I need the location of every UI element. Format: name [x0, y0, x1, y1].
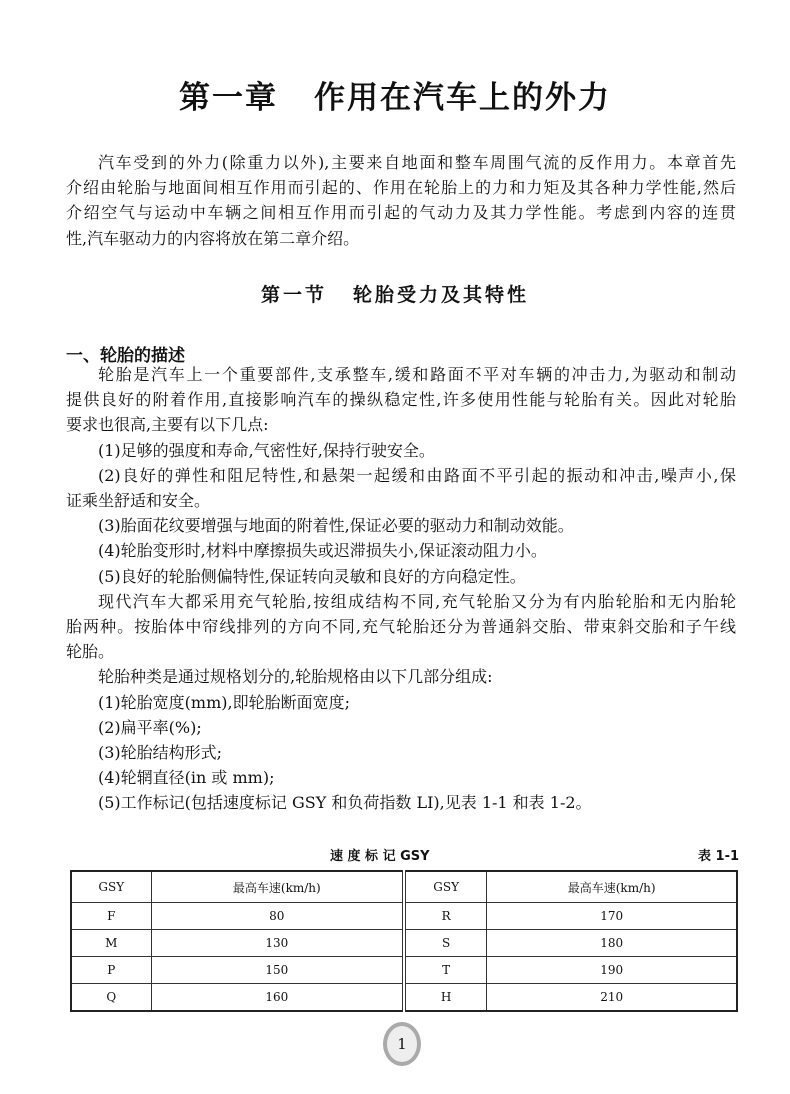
text-line: 要求也很高,主要有以下几点: — [66, 415, 269, 435]
text-line: 现代汽车大都采用充气轮胎,按组成结构不同,充气轮胎又分为有内胎轮胎和无内胎轮 — [98, 591, 736, 611]
table-row — [71, 957, 737, 984]
text-line: (5)良好的轮胎侧偏特性,保证转向灵敏和良好的方向稳定性。 — [98, 566, 526, 586]
table-cell: T — [404, 957, 487, 984]
table-cell: M — [71, 930, 151, 957]
text-line: 提供良好的附着作用,直接影响汽车的操纵稳定性,许多使用性能与轮胎有关。因此对轮胎 — [66, 390, 736, 410]
table-cell: GSY — [404, 871, 487, 903]
table-cell: F — [71, 903, 151, 930]
section-number: 第一节 — [260, 284, 327, 306]
text-line: 轮胎。 — [66, 642, 115, 662]
table-cell: P — [71, 957, 151, 984]
chapter-number: 第一章 — [179, 80, 278, 116]
text-line: 性,汽车驱动力的内容将放在第二章介绍。 — [66, 228, 360, 248]
text-line: (4)轮辋直径(in 或 mm); — [98, 768, 275, 788]
section-name: 轮胎受力及其特性 — [353, 284, 530, 306]
section-title — [0, 280, 790, 307]
text-line: (3)轮胎结构形式; — [98, 743, 223, 763]
page-number: 1 — [383, 1022, 421, 1066]
text-line: (1)足够的强度和寿命,气密性好,保持行驶安全。 — [98, 440, 435, 460]
table-cell: GSY — [71, 871, 151, 903]
intro-paragraph — [66, 150, 736, 251]
text-line: (5)工作标记(包括速度标记 GSY 和负荷指数 LI),见表 1-1 和表 1-2。 — [98, 793, 592, 813]
text-line: 介绍空气与运动中车辆之间相互作用而引起的气动力及其力学性能。考虑到内容的连贯 — [66, 203, 736, 223]
table-cell: 80 — [151, 903, 404, 930]
table-cell: H — [404, 984, 487, 1012]
table-row — [71, 930, 737, 957]
table-cell: 210 — [487, 984, 737, 1012]
table-cell: 最高车速(km/h) — [487, 871, 737, 903]
text-line: 胎两种。按胎体中帘线排列的方向不同,充气轮胎还分为普通斜交胎、带束斜交胎和子午线 — [66, 617, 736, 637]
table-cell: 160 — [151, 984, 404, 1012]
text-line: 轮胎是汽车上一个重要部件,支承整车,缓和路面不平对车辆的冲击力,为驱动和制动 — [98, 365, 736, 384]
table-cell: R — [404, 903, 487, 930]
text-line: (2)良好的弹性和阻尼特性,和悬架一起缓和由路面不平引起的振动和冲击,噪声小,保 — [98, 465, 736, 485]
table-row — [71, 984, 737, 1012]
text-line: (1)轮胎宽度(mm),即轮胎断面宽度; — [98, 692, 350, 712]
text-line: (2)扁平率(%); — [98, 717, 202, 737]
text-line: 证乘坐舒适和安全。 — [66, 491, 211, 511]
chapter-name: 作用在汽车上的外力 — [314, 80, 611, 116]
text-line: 轮胎种类是通过规格划分的,轮胎规格由以下几部分组成: — [98, 667, 493, 687]
table-cell: 最高车速(km/h) — [151, 871, 404, 903]
table-cell: Q — [71, 984, 151, 1012]
table-cell: 170 — [487, 903, 737, 930]
body-text — [66, 362, 736, 816]
table-cell: 180 — [487, 930, 737, 957]
table-cell: 150 — [151, 957, 404, 984]
table-cell: 190 — [487, 957, 737, 984]
table-cell: S — [404, 930, 487, 957]
table-row — [71, 903, 737, 930]
table-label: 表 1-1 — [698, 849, 740, 864]
table-cell: 130 — [151, 930, 404, 957]
chapter-title — [0, 72, 790, 117]
text-line: (3)胎面花纹要增强与地面的附着性,保证必要的驱动力和制动效能。 — [98, 516, 574, 536]
text-line: 汽车受到的外力(除重力以外),主要来自地面和整车周围气流的反作用力。本章首先 — [98, 153, 736, 172]
subheading: 一、轮胎的描述 — [66, 346, 185, 366]
table-caption: 速 度 标 记 GSY — [330, 849, 430, 864]
text-line: (4)轮胎变形时,材料中摩擦损失或迟滞损失小,保证滚动阻力小。 — [98, 541, 547, 561]
table-header-row — [71, 871, 737, 903]
speed-rating-table — [70, 870, 738, 1012]
text-line: 介绍由轮胎与地面间相互作用而引起的、作用在轮胎上的力和力矩及其各种力学性能,然后 — [66, 178, 736, 198]
